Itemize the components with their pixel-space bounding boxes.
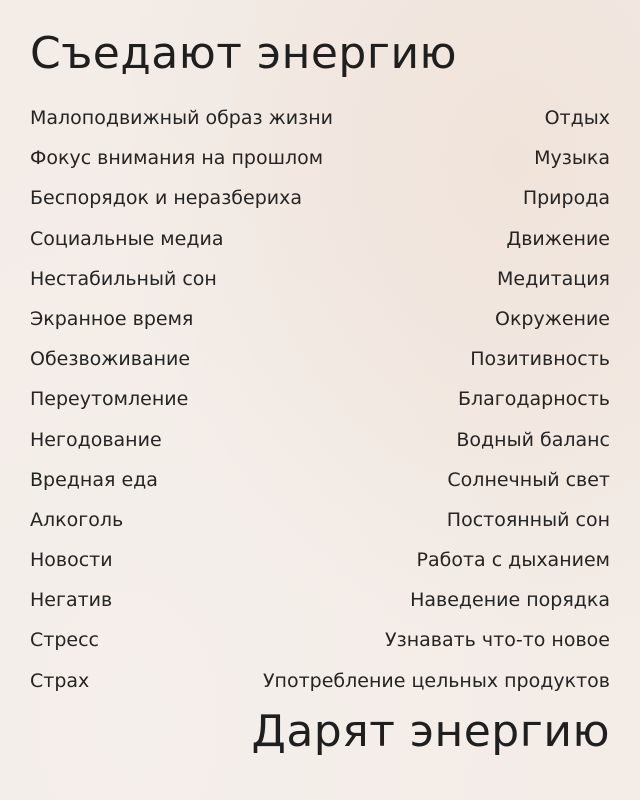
give-item: Работа с дыханием [416, 549, 610, 572]
drain-item: Социальные медиа [30, 227, 224, 250]
give-item: Употребление цельных продуктов [262, 669, 610, 692]
give-item: Постоянный сон [446, 508, 610, 531]
give-item: Отдых [544, 107, 610, 129]
give-list [263, 98, 610, 701]
title-drain-energy: Съедают энергию [30, 28, 458, 79]
give-item: Наведение порядка [410, 589, 610, 612]
drain-item: Переутомление [30, 388, 189, 411]
give-item: Солнечный свет [447, 468, 610, 491]
drain-item: Стресс [30, 629, 99, 652]
give-item: Благодарность [457, 388, 610, 411]
drain-item: Нестабильный сон [30, 267, 217, 290]
drain-item: Негодование [30, 428, 162, 451]
drain-item: Фокус внимания на прошлом [30, 147, 324, 170]
give-item: Природа [522, 187, 610, 210]
give-item: Позитивность [470, 348, 610, 371]
drain-item: Беспорядок и неразбериха [30, 187, 302, 210]
give-item: Движение [506, 227, 610, 250]
drain-item: Негатив [30, 589, 113, 612]
drain-item: Экранное время [30, 307, 194, 330]
drain-item: Алкоголь [30, 508, 124, 531]
drain-item: Новости [30, 549, 113, 572]
give-item: Окружение [494, 307, 610, 330]
drain-item: Вредная еда [30, 468, 158, 491]
give-item: Медитация [497, 267, 610, 290]
give-item: Узнавать что-то новое [385, 629, 610, 652]
drain-item: Обезвоживание [30, 348, 191, 371]
drain-item: Страх [30, 669, 90, 692]
drain-item: Малоподвижный образ жизни [30, 107, 333, 129]
give-item: Музыка [534, 147, 610, 170]
title-give-energy: Дарят энергию [251, 706, 610, 757]
give-item: Водный баланс [456, 428, 610, 451]
